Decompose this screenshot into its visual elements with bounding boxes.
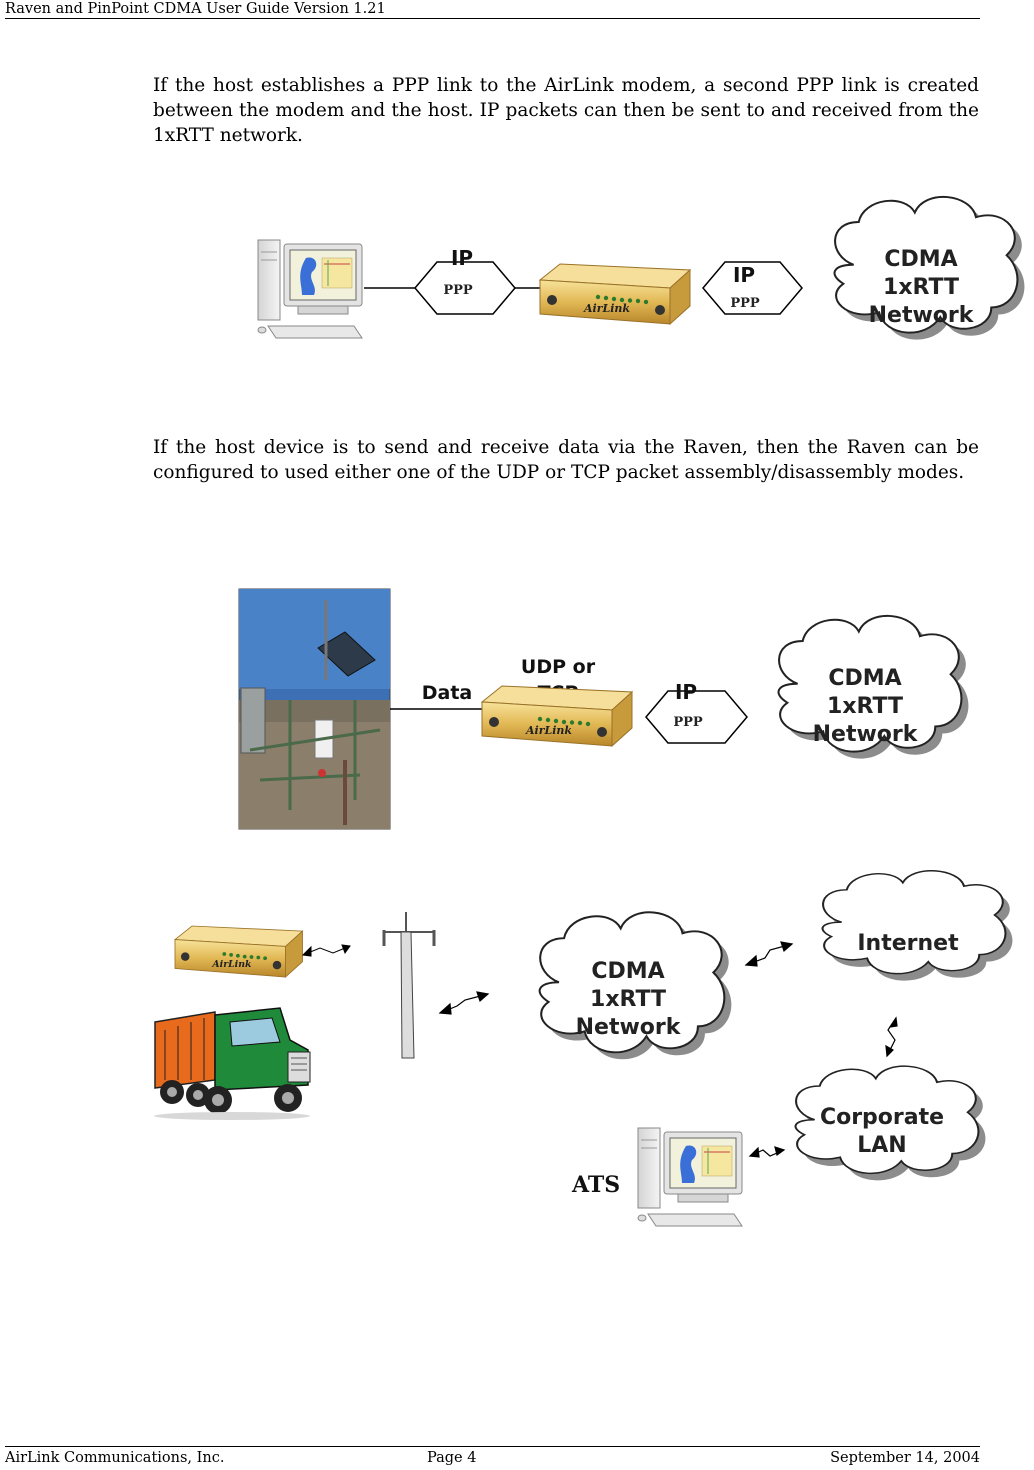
footer-date: September 14, 2004 (830, 1450, 980, 1466)
host-computer (258, 240, 362, 338)
wireless-link-icon (886, 1018, 897, 1056)
corporate-lan-cloud (796, 1066, 986, 1180)
diagram-ppp-link (258, 197, 1024, 340)
cdma-cloud (835, 197, 1025, 340)
ats-computer (638, 1128, 742, 1226)
cloud-line-3: Network (868, 303, 974, 328)
lan-line-2: LAN (857, 1133, 907, 1158)
wireless-link-icon (746, 942, 792, 966)
dump-truck (154, 1008, 310, 1120)
footer-company: AirLink Communications, Inc. (5, 1450, 225, 1466)
wireless-link-icon (440, 992, 488, 1014)
internet-cloud (823, 871, 1013, 981)
cdma-cloud (779, 616, 969, 759)
diagram-udp-tcp (239, 589, 968, 829)
paragraph-udp-tcp: If the host device is to send and receive data via the Raven, then the Raven can be configured to used either one of the UDP or TCP packet assembly/disassembly modes. (153, 437, 979, 483)
ppp-label: PPP (673, 715, 703, 730)
cloud-line-1: CDMA (884, 247, 958, 272)
internet-label: Internet (857, 931, 959, 956)
lan-line-1: Corporate (819, 1105, 945, 1130)
wireless-link-icon (303, 945, 350, 956)
ppp-label: PPP (443, 283, 473, 298)
udp-or-label: UDP or (520, 656, 596, 678)
paragraph-ppp-link: If the host establishes a PPP link to the AirLink modem, a second PPP link is created between the modem and the host. IP packets can then be sent to and received from the 1xRTT network. (153, 75, 979, 146)
ip-label: IP (450, 246, 474, 270)
cloud-line-3: Network (575, 1015, 681, 1040)
cloud-line-1: CDMA (591, 959, 665, 984)
cloud-line-1: CDMA (828, 666, 902, 691)
cell-tower (384, 912, 434, 1058)
airlink-modem (482, 686, 632, 746)
ip-label: IP (674, 680, 698, 704)
footer-page-number: Page 4 (427, 1450, 477, 1466)
cloud-line-2: 1xRTT (827, 694, 903, 719)
data-label: Data (421, 682, 473, 704)
ats-label: ATS (572, 1172, 621, 1198)
cdma-cloud (540, 912, 732, 1059)
cloud-line-2: 1xRTT (590, 987, 666, 1012)
field-site-photo (239, 589, 390, 829)
page-footer (5, 1446, 980, 1469)
wireless-link-icon (750, 1147, 784, 1157)
network-diagrams: AirLink IP PPP IP PPP CDMA 1xRTT Network Data UDP or IP PPP CDMA 1xRTT Network CDMA 1xRTT Network Internet Corporate LAN ATS (0, 0, 1034, 1470)
cloud-line-3: Network (812, 722, 918, 747)
ip-label: IP (732, 263, 756, 287)
header-title: Raven and PinPoint CDMA User Guide Version 1.21 (5, 1, 386, 17)
airlink-modem (540, 264, 690, 324)
diagram-fleet-network (154, 871, 1012, 1226)
airlink-modem (175, 926, 303, 977)
cloud-line-2: 1xRTT (883, 275, 959, 300)
ppp-label: PPP (730, 296, 760, 311)
